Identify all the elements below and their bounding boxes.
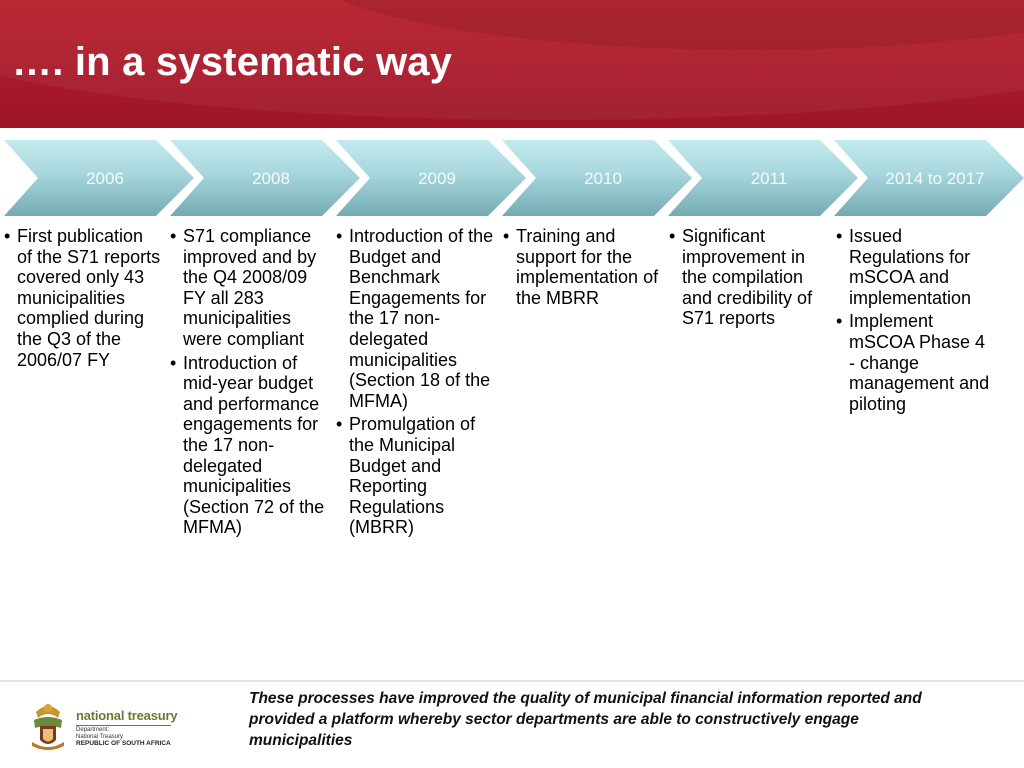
timeline-column-2006 [2,226,162,373]
header-banner [0,0,1024,128]
timeline-year: 2010 [584,168,622,188]
timeline-column-2011 [667,226,827,332]
timeline-year: 2011 [750,168,788,188]
list-item: • Significant improvement in the compilation and credibility of S71 reports [667,226,827,329]
list-item: • Introduction of mid-year budget and performance engagements for the 17 non-delegated municipalities (Section 72 of the MFMA) [168,353,328,538]
timeline-year: 2006 [86,168,124,188]
footer-statement: These processes have improved the quality of municipal financial information reported and provided a platform whereby sector departments are able to constructively engage municipalities [249,690,922,749]
timeline-chevron-2010 [502,138,694,218]
logo-country: REPUBLIC OF SOUTH AFRICA [76,740,171,747]
coat-of-arms-icon [28,698,68,752]
list-item: • Promulgation of the Municipal Budget and Reporting Regulations (MBRR) [334,414,494,538]
slide-title: …. in a systematic way [12,40,453,84]
timeline-year: 2014 to 2017 [885,168,985,188]
timeline-year: 2008 [252,168,290,188]
logo-wordmark: national treasury [76,708,178,723]
bullet-list [2,226,162,370]
logo-department [76,727,123,741]
bullet-list [501,226,661,308]
list-item: • S71 compliance improved and by the Q4 2008/09 FY all 283 municipalities were compliant [168,226,328,350]
timeline-chevrons [0,138,1024,220]
timeline-column-2008 [168,226,328,541]
logo-department-name: National Treasury [76,734,124,740]
bullet-list [168,226,328,538]
logo-department-label: Department: [76,727,110,733]
footer-divider [0,680,1024,682]
timeline-chevron-2008 [170,138,362,218]
timeline-chevron-2011 [668,138,860,218]
bullet-list [334,226,494,538]
timeline-column-2009 [334,226,494,541]
list-item: • First publication of the S71 reports covered only 43 municipalities complied during the Q3 of the 2006/07 FY [2,226,162,370]
list-item: • Issued Regulations for mSCOA and implementation [834,226,994,308]
list-item: • Implement mSCOA Phase 4 - change management and piloting [834,311,994,414]
bullet-list [667,226,827,329]
timeline-chevron-2014-2017 [834,138,1024,218]
bullet-list [834,226,994,414]
timeline-chevron-2006 [4,138,196,218]
timeline-chevron-2009 [336,138,528,218]
timeline-column-2010 [501,226,661,311]
timeline-column-2014-2017 [834,226,994,417]
list-item: • Training and support for the implementation of the MBRR [501,226,661,308]
logo-underline [76,725,171,726]
list-item: • Introduction of the Budget and Benchmark Engagements for the 17 non-delegated municipalities (Section 18 of the MFMA) [334,226,494,411]
timeline-year: 2009 [418,168,456,188]
national-treasury-logo [28,698,178,752]
